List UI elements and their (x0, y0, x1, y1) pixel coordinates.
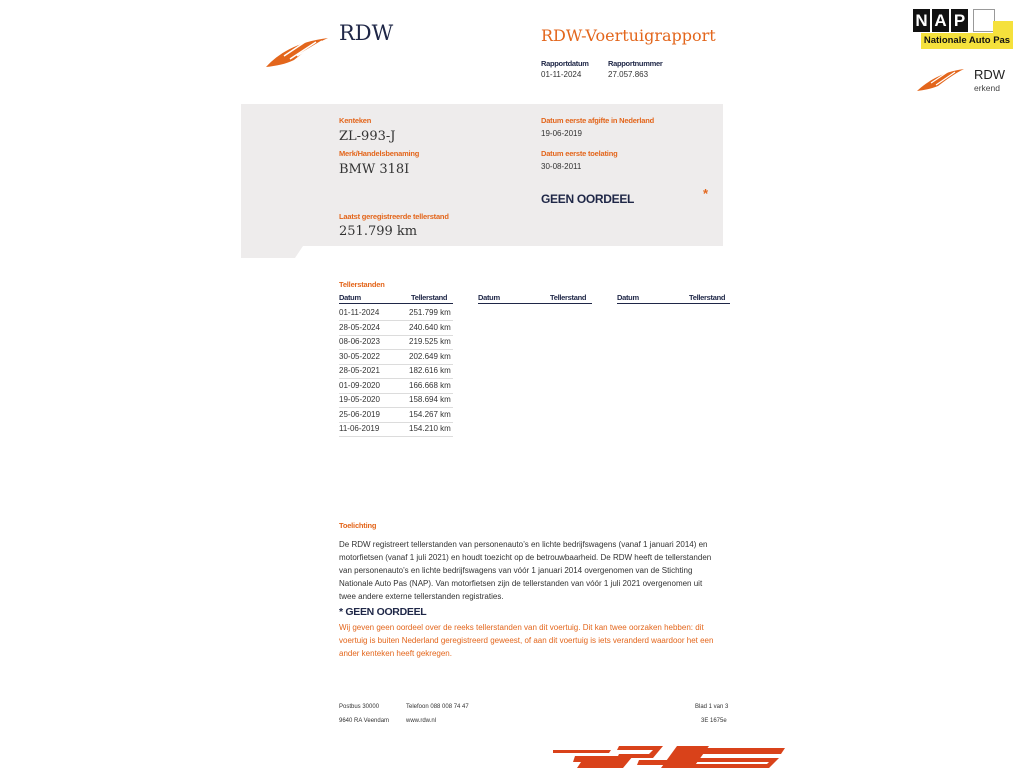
col-reading-header: Tellerstand (411, 293, 448, 302)
row-date: 28-05-2024 (339, 323, 380, 332)
verdict: GEEN OORDEEL (541, 192, 635, 206)
row-date: 28-05-2021 (339, 366, 380, 375)
row-reading: 158.694 km (409, 395, 451, 404)
col-date-header: Datum (617, 293, 639, 302)
explanation-line: van personenauto’s en lichte bedrijfswagens van vóór 1 januari 2014 overgenomen van de Stichting (339, 566, 693, 575)
nap-tile-icon (973, 9, 995, 32)
col-date-header: Datum (339, 293, 361, 302)
plate-label: Kenteken (339, 116, 372, 125)
nap-logo (913, 9, 1013, 49)
table-row (339, 408, 453, 423)
verdict-text (339, 621, 739, 660)
row-reading: 154.210 km (409, 424, 451, 433)
verdict-line: Wij geven geen oordeel over de reeks tellerstanden van dit voertuig. Dit kan twee oorzaken hebben: dit (339, 623, 704, 632)
rdw-erkend-text: RDW (974, 67, 1006, 82)
verdict-heading: * GEEN OORDEEL (339, 606, 427, 618)
decorative-stripes (553, 746, 785, 768)
nap-letter-p: P (951, 9, 968, 32)
odometer-value: 251.799 km (339, 224, 418, 239)
row-date: 08-06-2023 (339, 337, 380, 346)
first-admission-value: 30-08-2011 (541, 162, 582, 171)
stripes-pattern-icon (553, 746, 785, 768)
footer-web: www.rdw.nl (406, 718, 437, 724)
row-date: 11-06-2019 (339, 424, 380, 433)
table-row (339, 321, 453, 336)
col-date-header: Datum (478, 293, 500, 302)
report-date-label: Rapportdatum (541, 59, 589, 68)
odometer-label: Laatst geregistreerde tellerstand (339, 212, 449, 221)
explanation-title: Toelichting (339, 521, 377, 530)
row-date: 19-05-2020 (339, 395, 380, 404)
explanation-line: twee andere externe tellerstanden registraties. (339, 592, 504, 601)
row-date: 25-06-2019 (339, 410, 380, 419)
col-reading-header: Tellerstand (689, 293, 726, 302)
nap-letter-a: A (932, 9, 949, 32)
header-rule (339, 303, 453, 304)
nap-corner-icon (993, 21, 1013, 33)
rdw-wing-icon (264, 34, 332, 70)
col-reading-header: Tellerstand (550, 293, 587, 302)
rdw-erkend-logo (916, 66, 1016, 96)
table-row (339, 364, 453, 379)
first-nl-label: Datum eerste afgifte in Nederland (541, 116, 655, 125)
row-reading: 202.649 km (409, 352, 451, 361)
report-number: 27.057.863 (608, 70, 649, 79)
row-reading: 154.267 km (409, 410, 451, 419)
footer-page: Blad 1 van 3 (695, 704, 729, 710)
rdw-logo (264, 34, 332, 70)
table-row (339, 393, 453, 408)
table-row (339, 379, 453, 394)
verdict-line: ander kenteken heeft gekregen. (339, 649, 452, 658)
explanation-line: De RDW registreert tellerstanden van personenauto’s en lichte bedrijfswagens (vanaf 1 januari 2014) en (339, 540, 708, 549)
make-value: BMW 318I (339, 162, 410, 177)
verdict-asterisk: * (703, 186, 709, 201)
row-date: 01-11-2024 (339, 308, 380, 317)
verdict-line: voertuig is buiten Nederland geregistreerd geweest, of aan dit voertuig is iets veranderd waardoor het een (339, 636, 714, 645)
report-number-label: Rapportnummer (608, 59, 663, 68)
header-rule (478, 303, 592, 304)
footer-phone: Telefoon 088 008 74 47 (406, 704, 469, 710)
table-row (339, 350, 453, 365)
row-date: 01-09-2020 (339, 381, 380, 390)
brand-name: RDW (339, 21, 394, 45)
row-date: 30-05-2022 (339, 352, 380, 361)
explanation-line: Nationale Auto Pas (NAP). Van motorfietsen zijn de tellerstanden van vóór 1 juli 2021 overgenomen uit (339, 579, 703, 588)
nap-letter-n: N (913, 9, 930, 32)
plate-value: ZL-993-J (339, 129, 396, 144)
nap-caption: Nationale Auto Pas (921, 33, 1013, 49)
report-title: RDW-Voertuigrapport (541, 26, 716, 45)
footer-postbus: Postbus 30000 (339, 704, 380, 710)
header-rule (617, 303, 730, 304)
first-nl-value: 19-06-2019 (541, 129, 582, 138)
row-reading: 166.668 km (409, 381, 451, 390)
rdw-erkend-sub: erkend (974, 83, 1000, 93)
table-row (339, 306, 453, 321)
row-reading: 251.799 km (409, 308, 451, 317)
report-date: 01-11-2024 (541, 70, 582, 79)
make-label: Merk/Handelsbenaming (339, 149, 420, 158)
footer-city: 9640 RA Veendam (339, 718, 390, 724)
row-reading: 219.525 km (409, 337, 451, 346)
first-admission-label: Datum eerste toelating (541, 149, 618, 158)
table-row (339, 335, 453, 350)
explanation-text (339, 538, 739, 603)
table-row (339, 422, 453, 437)
row-reading: 182.616 km (409, 366, 451, 375)
rdw-erkend-wing-icon (916, 66, 966, 94)
explanation-line: motorfietsen (vanaf 1 juli 2021) en houdt toezicht op de betrouwbaarheid. De RDW heeft de tellerstanden (339, 553, 712, 562)
footer-code: 3E 1675e (701, 718, 727, 724)
row-reading: 240.640 km (409, 323, 451, 332)
vehicle-panel (241, 104, 723, 258)
odometer-section-title: Tellerstanden (339, 280, 385, 289)
